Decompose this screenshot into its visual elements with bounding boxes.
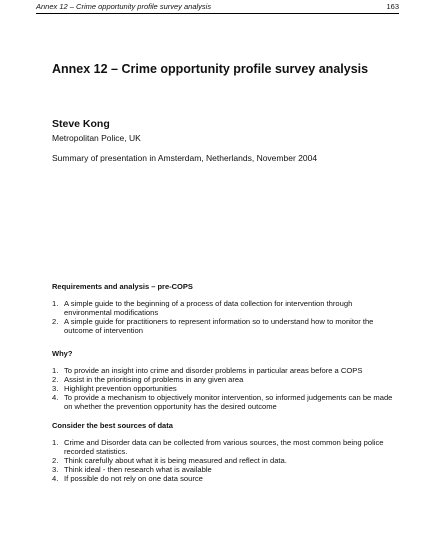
running-header: [36, 1, 399, 14]
requirements-list: [52, 299, 397, 335]
list-item: [52, 317, 397, 335]
list-item: [52, 438, 397, 456]
list-item-number: 3.: [52, 384, 59, 394]
author-name: Steve Kong: [52, 118, 110, 130]
list-item-text: Highlight prevention opportunities: [64, 384, 177, 394]
author-affiliation: Metropolitan Police, UK: [52, 133, 141, 143]
why-list: [52, 366, 397, 411]
list-item-text: If possible do not rely on one data source: [64, 474, 203, 484]
list-item: [52, 366, 397, 375]
list-item-text: To provide a mechanism to objectively monitor intervention, so informed judgements can be made on whether the prevention opportunity has the desired outcome: [64, 393, 393, 412]
data-sources-list: [52, 438, 397, 483]
list-item-text: Assist in the prioritising of problems in any given area: [64, 375, 244, 385]
list-item-text: Think carefully about what it is being measured and reflect in data.: [64, 456, 287, 466]
list-item: [52, 393, 397, 411]
running-header-title: Annex 12 – Crime opportunity profile survey analysis: [36, 2, 212, 11]
page-title: Annex 12 – Crime opportunity profile survey analysis: [52, 62, 369, 76]
section-heading-data-sources: Consider the best sources of data: [52, 421, 173, 430]
list-item-text: Crime and Disorder data can be collected from various sources, the most common being police recorded statistics.: [64, 438, 384, 457]
list-item: [52, 384, 397, 393]
list-item-number: 3.: [52, 465, 59, 475]
list-item: [52, 465, 397, 474]
list-item-text: Think ideal - then research what is available: [64, 465, 212, 475]
section-heading-why: Why?: [52, 349, 73, 358]
list-item-number: 4.: [52, 474, 59, 484]
list-item-text: A simple guide to the beginning of a process of data collection for intervention through environmental modifications: [64, 299, 353, 318]
page-number: 163: [386, 2, 399, 11]
list-item: [52, 375, 397, 384]
list-item-number: 2.: [52, 375, 59, 385]
section-heading-requirements: Requirements and analysis – pre-COPS: [52, 282, 193, 291]
list-item-number: 4.: [52, 393, 59, 403]
list-item-number: 1.: [52, 366, 59, 375]
list-item: [52, 299, 397, 317]
list-item: [52, 474, 397, 483]
summary-line: Summary of presentation in Amsterdam, Netherlands, November 2004: [52, 153, 318, 163]
list-item-number: 2.: [52, 317, 59, 327]
list-item-text: To provide an insight into crime and disorder problems in particular areas before a COPS: [64, 366, 363, 375]
list-item-number: 1.: [52, 299, 59, 308]
list-item-text: A simple guide for practitioners to represent information so to understand how to monitor the outcome of intervention: [64, 317, 374, 336]
list-item-number: 1.: [52, 438, 59, 447]
list-item: [52, 456, 397, 465]
list-item-number: 2.: [52, 456, 59, 466]
